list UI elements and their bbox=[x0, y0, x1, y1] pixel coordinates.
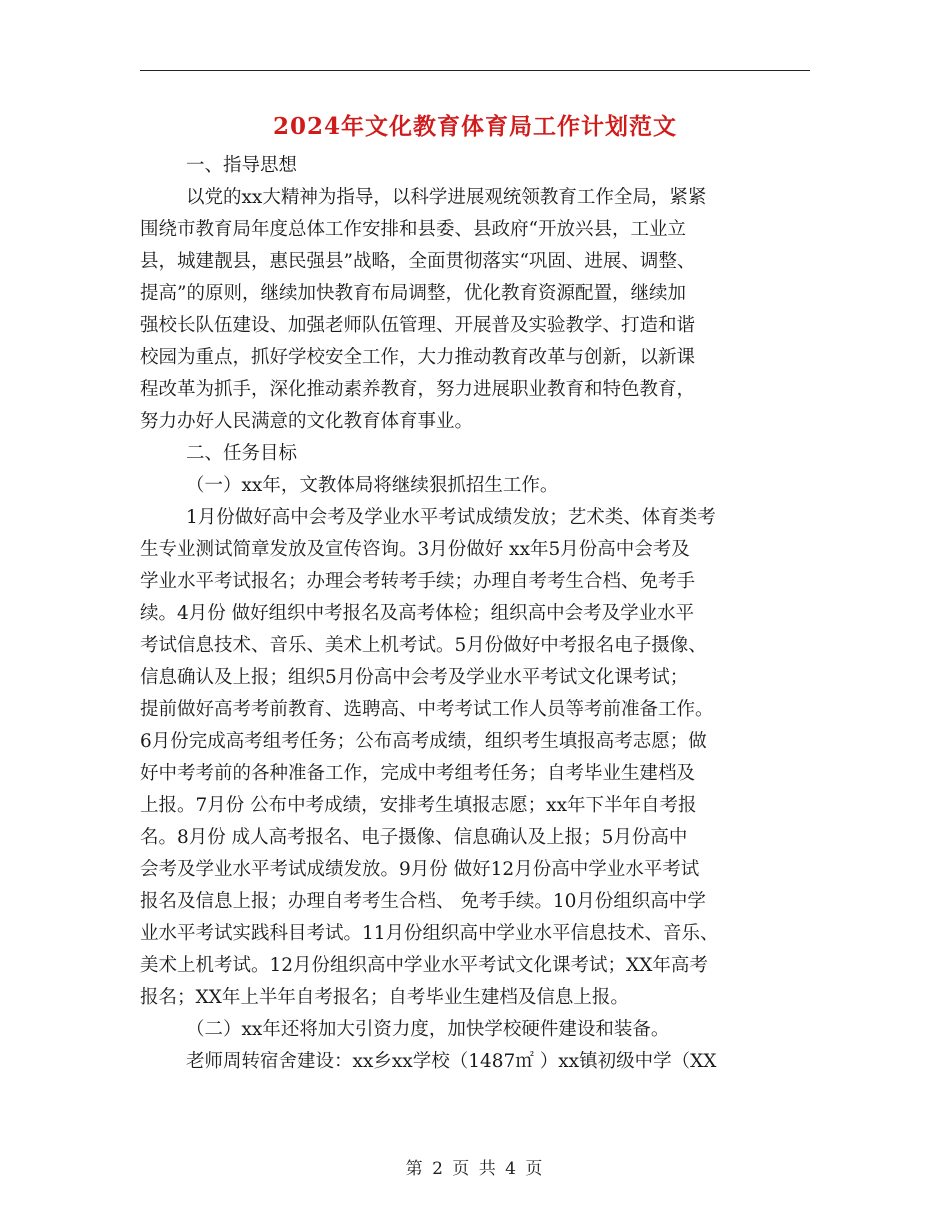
paragraph-line: 上报。7月份 公布中考成绩，安排考生填报志愿；xx年下半年自考报 bbox=[140, 795, 697, 816]
section-heading-task-goals: 二、任务目标 bbox=[186, 443, 298, 464]
paragraph-line: 校园为重点，抓好学校安全工作，大力推动教育改革与创新，以新课 bbox=[140, 347, 696, 368]
paragraph-line: 老师周转宿舍建设：xx乡xx学校（1487㎡ ）xx镇初级中学（XX bbox=[186, 1051, 717, 1072]
paragraph-line: 考试信息技术、音乐、美术上机考试。5月份做好中考报名电子摄像、 bbox=[140, 635, 707, 656]
section-heading-guiding-ideology: 一、指导思想 bbox=[186, 155, 298, 176]
paragraph-line: 提高”的原则，继续加快教育布局调整，优化教育资源配置，继续加 bbox=[140, 283, 686, 304]
paragraph-line: 程改革为抓手，深化推动素养教育，努力进展职业教育和特色教育， bbox=[140, 379, 696, 400]
paragraph-line: 业水平考试实践科目考试。11月份组织高中学业水平信息技术、音乐、 bbox=[140, 923, 719, 944]
paragraph-line: 好中考考前的各种准备工作，完成中考组考任务；自考毕业生建档及 bbox=[140, 763, 696, 784]
paragraph-line: 美术上机考试。12月份组织高中学业水平考试文化课考试；XX年高考 bbox=[140, 955, 708, 976]
page-number-footer: 第 2 页 共 4 页 bbox=[405, 1159, 545, 1179]
paragraph-line: 提前做好高考考前教育、选聘高、中考考试工作人员等考前准备工作。 bbox=[140, 699, 714, 720]
paragraph-line: 学业水平考试报名；办理会考转考手续；办理自考考生合档、免考手 bbox=[140, 571, 696, 592]
paragraph-line: 生专业测试简章发放及宣传咨询。3月份做好 xx年5月份高中会考及 bbox=[140, 539, 690, 560]
subsection-heading-enrollment: （一）xx年，文教体局将继续狠抓招生工作。 bbox=[186, 475, 559, 496]
paragraph-line: 名。8月份 成人高考报名、电子摄像、信息确认及上报；5月份高中 bbox=[140, 827, 688, 848]
document-title: 2024年文化教育体育局工作计划范文 bbox=[272, 113, 677, 140]
paragraph-line: 续。4月份 做好组织中考报名及高考体检；组织高中会考及学业水平 bbox=[140, 603, 695, 624]
paragraph-line: 6月份完成高考组考任务；公布高考成绩，组织考生填报高考志愿；做 bbox=[140, 731, 707, 752]
paragraph-line: 县，城建靓县，惠民强县”战略，全面贯彻落实“巩固、进展、调整、 bbox=[140, 251, 696, 272]
paragraph-line: 强校长队伍建设、加强老师队伍管理、开展普及实验教学、打造和谐 bbox=[140, 315, 696, 336]
paragraph-line: 努力办好人民满意的文化教育体育事业。 bbox=[140, 411, 474, 432]
paragraph-line: 1月份做好高中会考及学业水平考试成绩发放；艺术类、体育类考 bbox=[186, 507, 716, 528]
paragraph-line: 以党的xx大精神为指导，以科学进展观统领教育工作全局，紧紧 bbox=[186, 187, 707, 208]
paragraph-line: 报名；XX年上半年自考报名；自考毕业生建档及信息上报。 bbox=[140, 987, 629, 1008]
paragraph-line: 围绕市教育局年度总体工作安排和县委、县政府“开放兴县，工业立 bbox=[140, 219, 686, 240]
paragraph-line: 信息确认及上报；组织5月份高中会考及学业水平考试文化课考试； bbox=[140, 667, 689, 688]
paragraph-line: 会考及学业水平考试成绩发放。9月份 做好12月份高中学业水平考试 bbox=[140, 859, 700, 880]
header-rule bbox=[140, 70, 810, 71]
paragraph-line: 报名及信息上报；办理自考考生合档、 免考手续。10月份组织高中学 bbox=[140, 891, 706, 912]
document-body bbox=[140, 150, 810, 1078]
subsection-heading-investment: （二）xx年还将加大引资力度，加快学校硬件建设和装备。 bbox=[186, 1019, 670, 1040]
